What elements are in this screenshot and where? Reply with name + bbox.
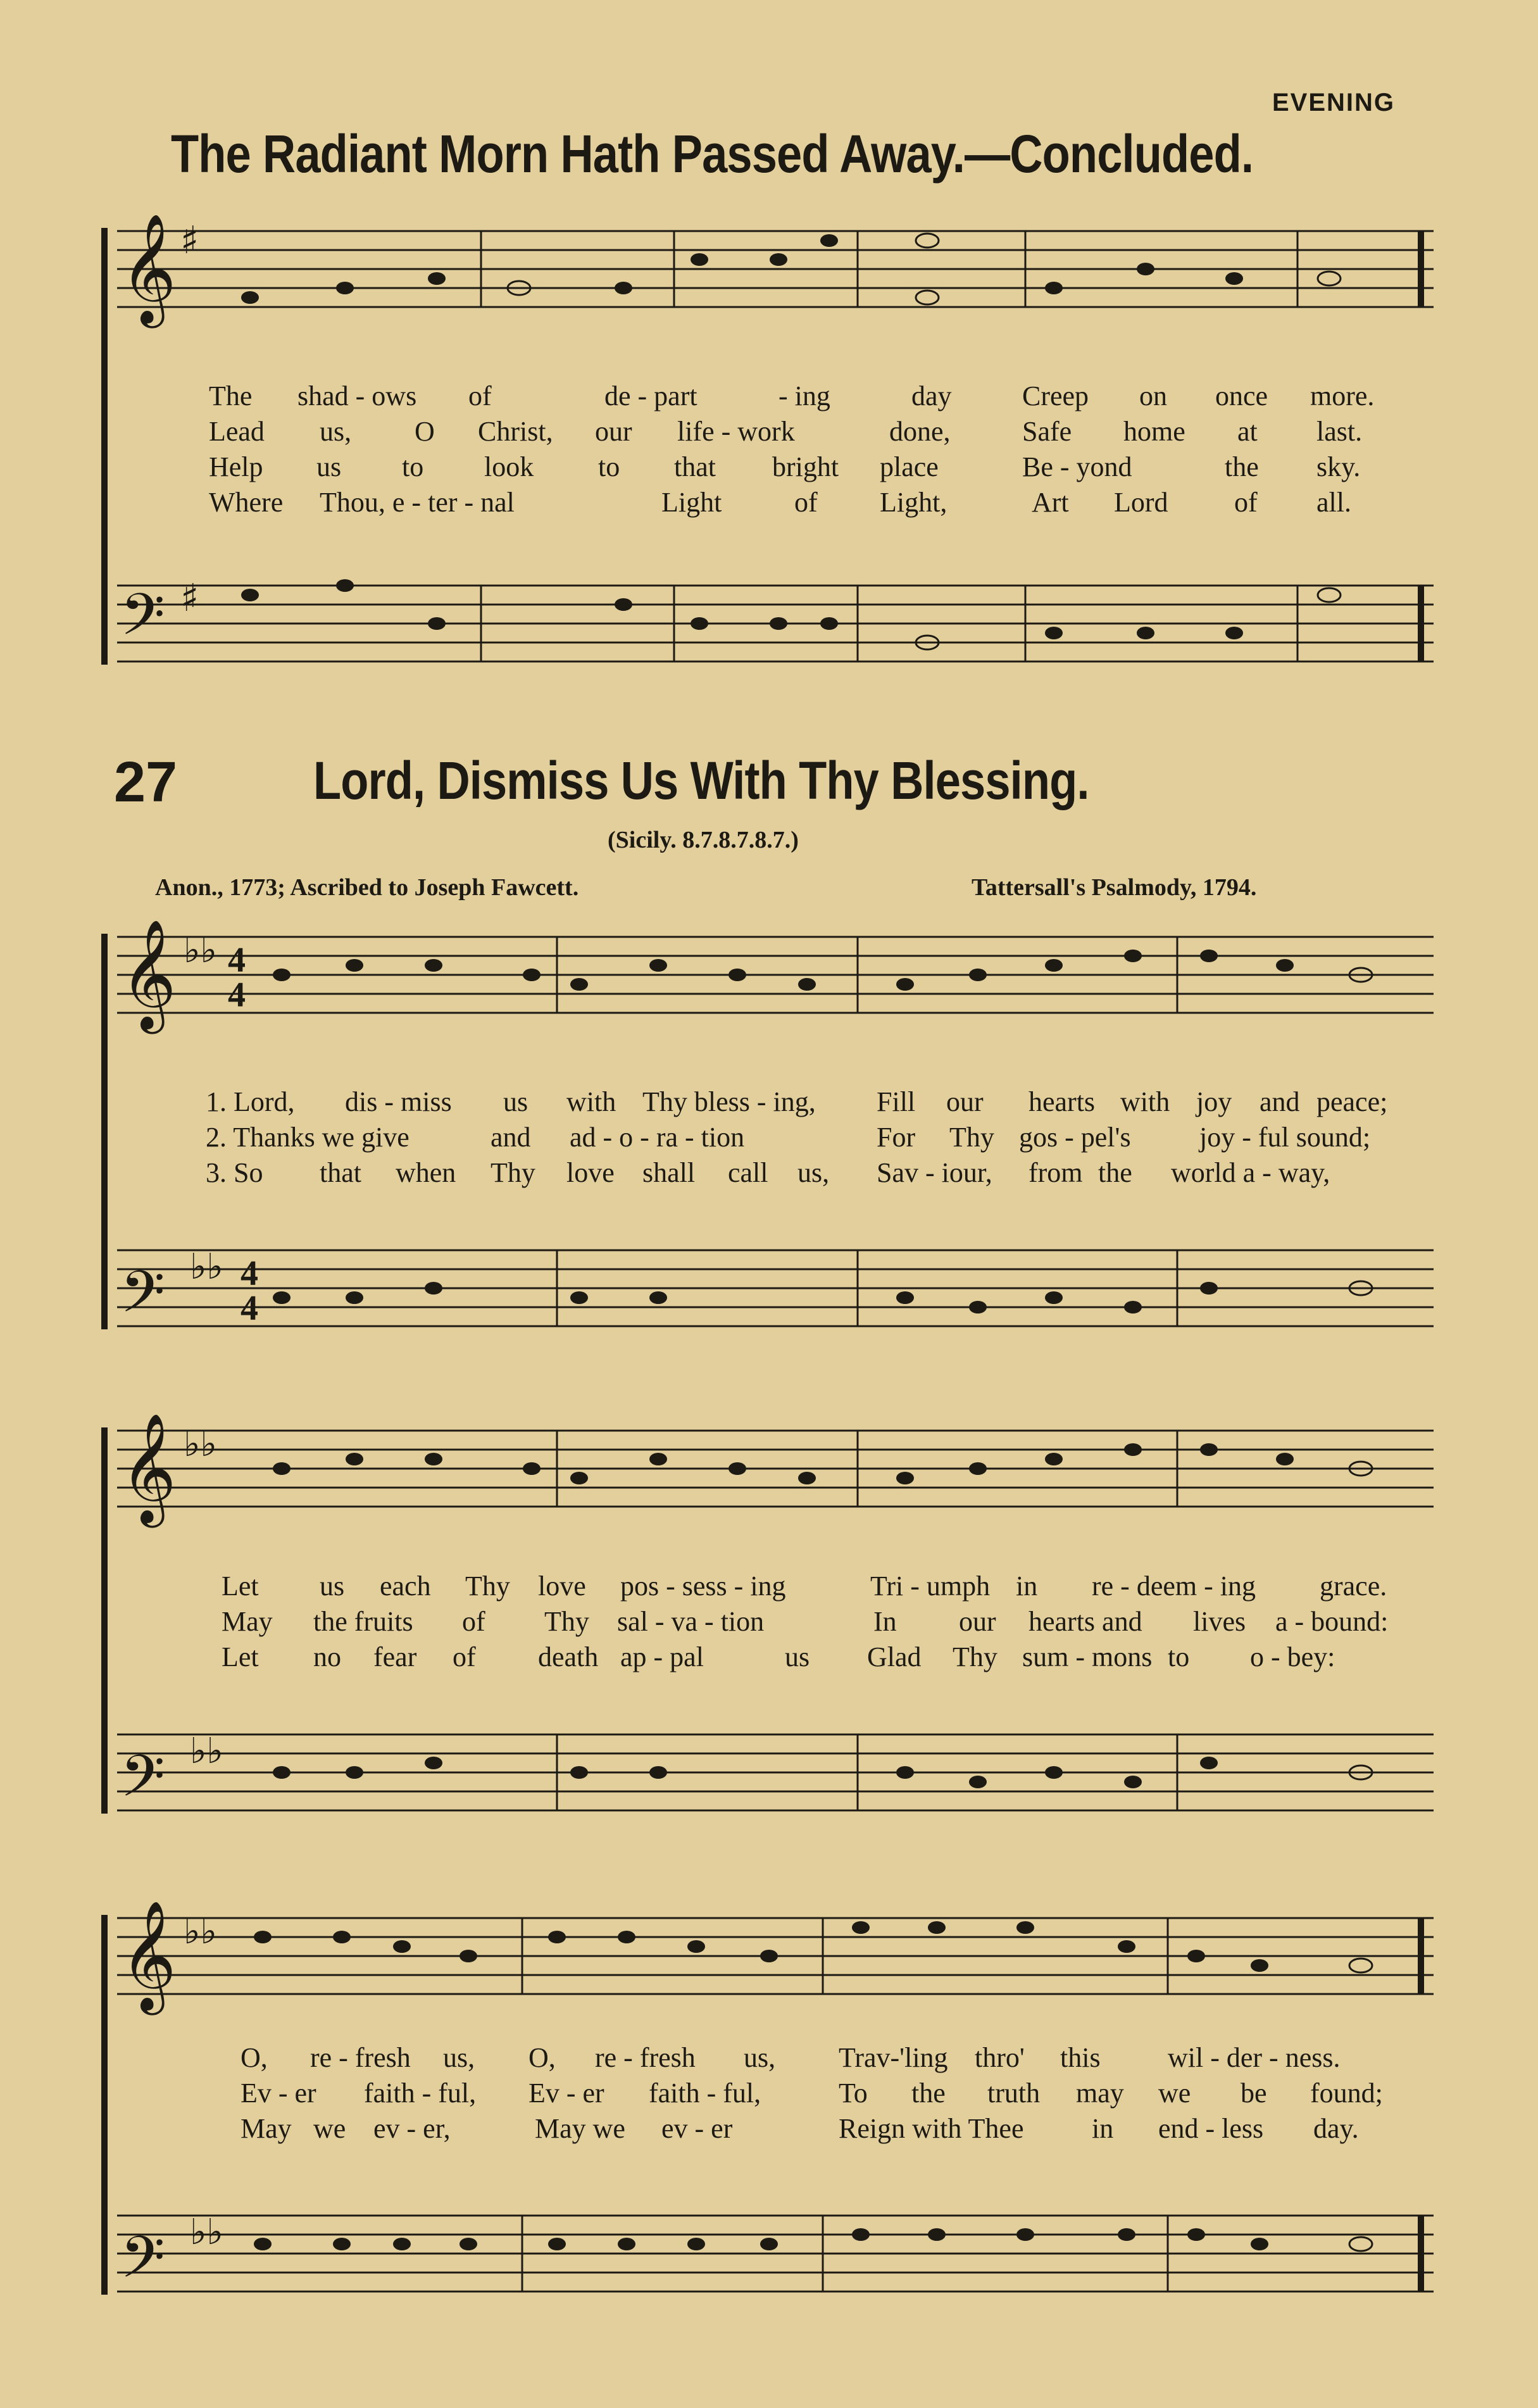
lyric-syllable: us, bbox=[320, 416, 352, 447]
lyric-syllable: Sav - iour, bbox=[877, 1157, 992, 1188]
lyric-syllable: Let bbox=[222, 1571, 259, 1602]
treble-clef-icon: 𝄞 bbox=[120, 213, 177, 323]
lyric-syllable: look bbox=[484, 451, 534, 482]
lyric-syllable: Lead bbox=[209, 416, 265, 447]
lyric-syllable: May bbox=[241, 2113, 292, 2144]
lyric-syllable: faith - ful, bbox=[649, 2078, 761, 2109]
lyric-syllable: the bbox=[911, 2078, 946, 2109]
lyric-syllable: in bbox=[1092, 2113, 1114, 2144]
lyric-syllable: with bbox=[566, 1086, 616, 1117]
lyric-syllable: Light bbox=[661, 487, 722, 518]
lyric-syllable: grace. bbox=[1320, 1571, 1387, 1602]
lyric-syllable: For bbox=[877, 1122, 916, 1153]
lyric-syllable: this bbox=[1060, 2042, 1101, 2073]
svg-text:♭♭: ♭♭ bbox=[184, 1424, 217, 1465]
lyric-syllable: Tri - umph bbox=[870, 1571, 991, 1602]
lyric-syllable: home bbox=[1123, 416, 1185, 447]
lyric-syllable: May bbox=[222, 1606, 273, 1637]
lyric-syllable: Art bbox=[1032, 487, 1069, 518]
lyric-syllable: ad - o - ra - tion bbox=[570, 1122, 745, 1153]
lyric-syllable: that bbox=[320, 1157, 361, 1188]
lyric-syllable: re - deem - ing bbox=[1092, 1571, 1256, 1602]
svg-text:𝄞: 𝄞 bbox=[120, 1900, 177, 2010]
svg-text:𝄢: 𝄢 bbox=[120, 1258, 165, 1339]
svg-text:4: 4 bbox=[241, 1254, 258, 1293]
lyric-syllable: us bbox=[503, 1086, 528, 1117]
lyric-syllable: when bbox=[396, 1157, 456, 1188]
lyric-syllable: In bbox=[873, 1606, 897, 1637]
lyric-syllable: o - bey: bbox=[1250, 1641, 1335, 1672]
lyric-syllable: and bbox=[491, 1122, 531, 1153]
lyric-syllable: Where bbox=[209, 487, 284, 518]
svg-text:4: 4 bbox=[228, 975, 246, 1015]
lyric-syllable: the bbox=[1098, 1157, 1132, 1188]
lyric-syllable: To bbox=[839, 2078, 868, 2109]
lyric-syllable: we bbox=[313, 2113, 346, 2144]
lyric-syllable: us, bbox=[443, 2042, 475, 2073]
lyric-syllable: Glad bbox=[867, 1641, 922, 1672]
lyric-syllable: our bbox=[946, 1086, 984, 1117]
lyric-syllable: ev - er, bbox=[373, 2113, 451, 2144]
lyric-syllable: once bbox=[1215, 380, 1268, 411]
lyric-syllable: of bbox=[462, 1606, 485, 1637]
lyric-syllable: O, bbox=[241, 2042, 268, 2073]
lyric-syllable: hearts bbox=[1028, 1086, 1096, 1117]
lyric-syllable: all. bbox=[1316, 487, 1351, 518]
lyric-syllable: Ev - er bbox=[241, 2078, 316, 2109]
lyric-syllable: at bbox=[1237, 416, 1258, 447]
lyric-syllable: last. bbox=[1316, 416, 1363, 447]
lyric-syllable: Thy bbox=[949, 1122, 994, 1153]
lyric-syllable: Thy bbox=[465, 1571, 510, 1602]
lyric-syllable: day. bbox=[1313, 2113, 1359, 2144]
lyric-syllable: place bbox=[880, 451, 939, 482]
lyric-syllable: pos - sess - ing bbox=[620, 1571, 786, 1602]
lyric-syllable: a - bound: bbox=[1275, 1606, 1389, 1637]
lyric-syllable: Trav-'ling bbox=[839, 2042, 948, 2073]
svg-text:♭♭: ♭♭ bbox=[184, 1911, 217, 1952]
svg-text:♭♭: ♭♭ bbox=[190, 1246, 223, 1288]
svg-text:𝄞: 𝄞 bbox=[120, 919, 177, 1029]
lyric-syllable: that bbox=[674, 451, 716, 482]
lyric-syllable: Thy bbox=[491, 1157, 535, 1188]
lyric-syllable: of bbox=[1234, 487, 1258, 518]
svg-text:♭♭: ♭♭ bbox=[184, 930, 217, 971]
lyric-syllable: May we bbox=[535, 2113, 625, 2144]
hymn-2-title: Lord, Dismiss Us With Thy Blessing. bbox=[313, 751, 1089, 810]
section-label: EVENING bbox=[1272, 89, 1396, 116]
hymn-2-number: 27 bbox=[114, 751, 178, 814]
svg-text:4: 4 bbox=[228, 941, 246, 980]
lyric-syllable: faith - ful, bbox=[364, 2078, 477, 2109]
lyric-syllable: our bbox=[959, 1606, 996, 1637]
lyric-syllable: the bbox=[1225, 451, 1259, 482]
lyric-syllable: de - part bbox=[604, 380, 697, 411]
svg-text:♭♭: ♭♭ bbox=[190, 2212, 223, 2253]
lyric-syllable: of bbox=[468, 380, 492, 411]
lyric-syllable: be bbox=[1241, 2078, 1267, 2109]
lyric-syllable: love bbox=[566, 1157, 615, 1188]
lyric-syllable: more. bbox=[1310, 380, 1375, 411]
lyric-syllable: death bbox=[538, 1641, 599, 1672]
lyric-syllable: O bbox=[415, 416, 435, 447]
lyric-syllable: us bbox=[316, 451, 342, 482]
lyric-syllable: truth bbox=[987, 2078, 1041, 2109]
lyric-syllable: peace; bbox=[1316, 1086, 1388, 1117]
lyric-syllable: ap - pal bbox=[620, 1641, 704, 1672]
lyric-syllable: Creep bbox=[1022, 380, 1089, 411]
lyric-syllable: 3. So bbox=[206, 1157, 263, 1188]
lyric-syllable: day bbox=[911, 380, 952, 411]
bass-clef-icon: 𝄢 bbox=[120, 581, 165, 662]
lyric-syllable: Christ, bbox=[478, 416, 553, 447]
lyric-syllable: The bbox=[209, 380, 253, 411]
lyric-syllable: sal - va - tion bbox=[617, 1606, 765, 1637]
lyric-syllable: gos - pel's bbox=[1019, 1122, 1131, 1153]
lyric-syllable: no bbox=[313, 1641, 341, 1672]
lyric-syllable: we bbox=[1158, 2078, 1191, 2109]
lyric-syllable: 2. Thanks we give bbox=[206, 1122, 410, 1153]
lyric-syllable: life - work bbox=[677, 416, 795, 447]
lyric-syllable: Ev - er bbox=[528, 2078, 604, 2109]
lyric-syllable: done, bbox=[889, 416, 951, 447]
lyric-syllable: shad - ows bbox=[297, 380, 417, 411]
lyric-syllable: world a - way, bbox=[1171, 1157, 1330, 1188]
hymn-1-title: The Radiant Morn Hath Passed Away.—Concluded. bbox=[171, 124, 1254, 184]
lyric-syllable: Help bbox=[209, 451, 263, 482]
svg-text:♯: ♯ bbox=[180, 576, 199, 620]
lyric-syllable: Thy bbox=[953, 1641, 997, 1672]
lyric-syllable: to bbox=[598, 451, 620, 482]
lyric-syllable: call bbox=[728, 1157, 768, 1188]
hymn-2-music-credit: Tattersall's Psalmody, 1794. bbox=[972, 874, 1257, 901]
lyric-syllable: dis - miss bbox=[345, 1086, 452, 1117]
lyric-syllable: Lord bbox=[1114, 487, 1168, 518]
lyric-syllable: fear bbox=[373, 1641, 417, 1672]
lyric-syllable: Thy bless - ing, bbox=[642, 1086, 816, 1117]
lyric-syllable: ev - er bbox=[661, 2113, 733, 2144]
lyric-syllable: wil - der - ness. bbox=[1168, 2042, 1341, 2073]
lyric-syllable: found; bbox=[1310, 2078, 1383, 2109]
lyric-syllable: to bbox=[1168, 1641, 1190, 1672]
svg-text:4: 4 bbox=[241, 1289, 258, 1328]
lyric-syllable: Be - yond bbox=[1022, 451, 1132, 482]
lyric-syllable: 1. Lord, bbox=[206, 1086, 295, 1117]
lyric-syllable: may bbox=[1076, 2078, 1124, 2109]
lyric-syllable: Let bbox=[222, 1641, 259, 1672]
lyric-syllable: Fill bbox=[877, 1086, 916, 1117]
lyric-syllable: with bbox=[1120, 1086, 1170, 1117]
lyric-syllable: our bbox=[595, 416, 632, 447]
lyric-syllable: joy - ful sound; bbox=[1199, 1122, 1371, 1153]
lyric-syllable: to bbox=[402, 451, 424, 482]
lyric-syllable: lives bbox=[1193, 1606, 1246, 1637]
lyric-syllable: love bbox=[538, 1571, 586, 1602]
lyric-syllable: the fruits bbox=[313, 1606, 413, 1637]
svg-text:𝄞: 𝄞 bbox=[120, 1413, 177, 1523]
lyric-syllable: re - fresh bbox=[595, 2042, 696, 2073]
lyric-syllable: from bbox=[1028, 1157, 1083, 1188]
lyric-syllable: thro' bbox=[975, 2042, 1025, 2073]
lyric-syllable: Thy bbox=[544, 1606, 589, 1637]
hymn-2-tune: (Sicily. 8.7.8.7.8.7.) bbox=[608, 827, 799, 853]
hymn-2-words-credit: Anon., 1773; Ascribed to Joseph Fawcett. bbox=[155, 874, 579, 901]
lyric-syllable: bright bbox=[772, 451, 839, 482]
lyric-syllable: us, bbox=[744, 2042, 776, 2073]
lyric-syllable: us, bbox=[797, 1157, 830, 1188]
lyric-syllable: - ing bbox=[778, 380, 830, 411]
lyric-syllable: joy bbox=[1196, 1086, 1232, 1117]
lyric-syllable: us bbox=[785, 1641, 810, 1672]
svg-text:𝄢: 𝄢 bbox=[120, 2224, 165, 2305]
lyric-syllable: of bbox=[453, 1641, 476, 1672]
lyric-syllable: sum - mons bbox=[1022, 1641, 1153, 1672]
lyric-syllable: and bbox=[1260, 1086, 1300, 1117]
lyric-syllable: re - fresh bbox=[310, 2042, 411, 2073]
lyric-syllable: in bbox=[1016, 1571, 1038, 1602]
lyric-syllable: Light, bbox=[880, 487, 947, 518]
svg-text:♯: ♯ bbox=[180, 218, 199, 263]
svg-text:♭♭: ♭♭ bbox=[190, 1731, 223, 1772]
svg-text:𝄢: 𝄢 bbox=[120, 1743, 165, 1824]
lyric-syllable: Thou, e - ter - nal bbox=[320, 487, 515, 518]
lyric-syllable: of bbox=[794, 487, 818, 518]
lyric-syllable: end - less bbox=[1158, 2113, 1264, 2144]
lyric-syllable: O, bbox=[528, 2042, 556, 2073]
lyric-syllable: each bbox=[380, 1571, 431, 1602]
lyric-syllable: shall bbox=[642, 1157, 696, 1188]
lyric-syllable: sky. bbox=[1316, 451, 1361, 482]
lyric-syllable: on bbox=[1139, 380, 1167, 411]
lyric-syllable: Reign with Thee bbox=[839, 2113, 1024, 2144]
lyric-syllable: us bbox=[320, 1571, 345, 1602]
lyric-syllable: Safe bbox=[1022, 416, 1072, 447]
lyric-syllable: hearts and bbox=[1028, 1606, 1142, 1637]
